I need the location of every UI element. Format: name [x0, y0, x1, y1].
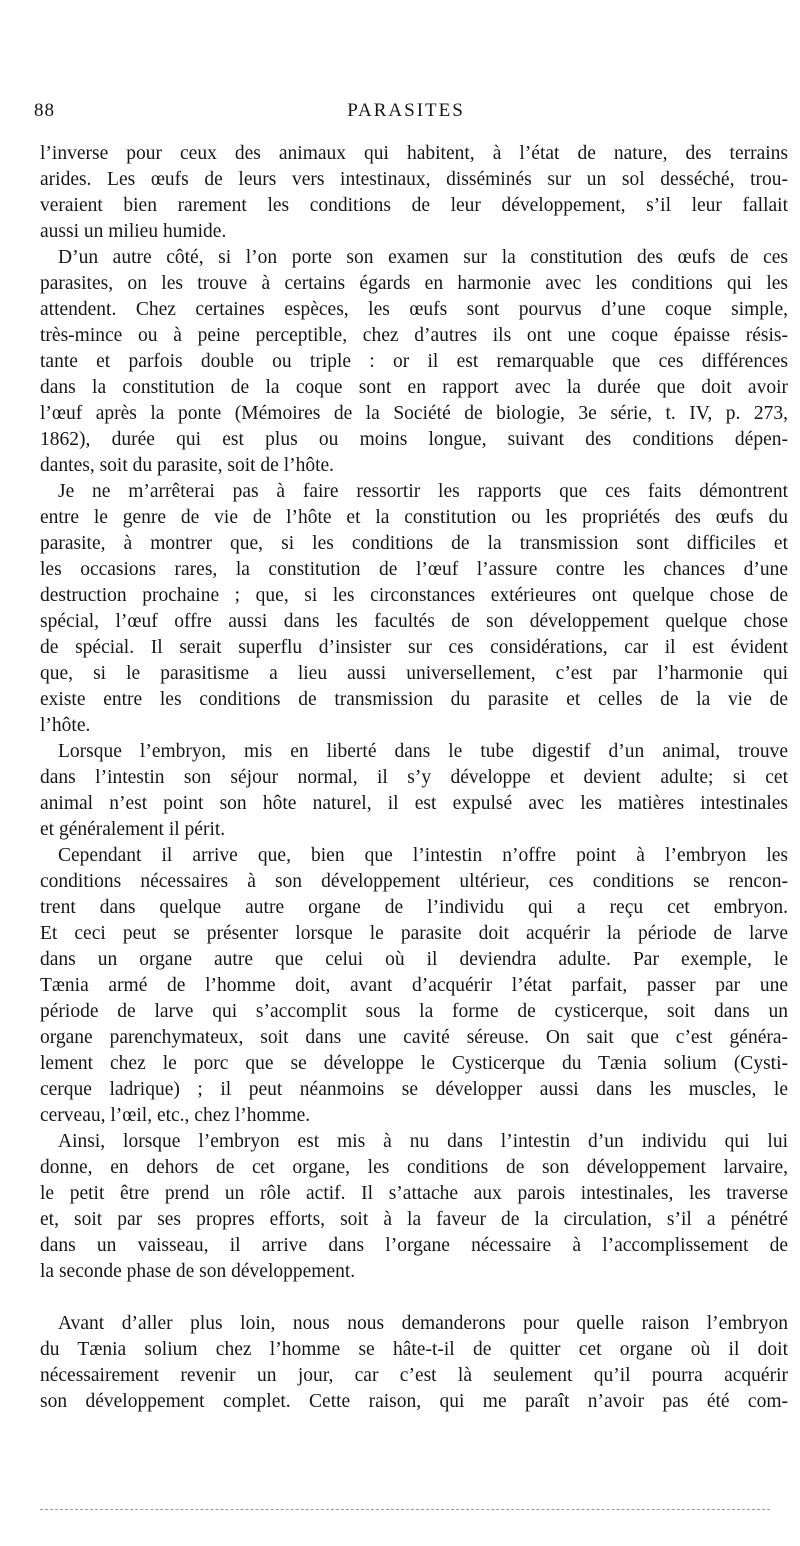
text-line: le petit être prend un rôle actif. Il s’attache aux parois intestinales, les traverse [40, 1183, 788, 1204]
text-line: son développement complet. Cette raison, qui me paraît n’avoir pas été com- [40, 1391, 788, 1412]
text-line: existe entre les conditions de transmission du parasite et celles de la vie de [40, 689, 788, 710]
page-number: 88 [34, 100, 55, 121]
text-line: Je ne m’arrêterai pas à faire ressortir les rapports que ces faits démontrent [58, 481, 788, 502]
text-line: l’hôte. [40, 715, 91, 736]
text-line: parasites, on les trouve à certains égards en harmonie avec les conditions qui les [40, 273, 788, 294]
text-line: période de larve qui s’accomplit sous la forme de cysticerque, soit dans un [40, 1001, 788, 1022]
text-line: dans un vaisseau, il arrive dans l’organe nécessaire à l’accomplissement de [40, 1235, 788, 1256]
text-line: Lorsque l’embryon, mis en liberté dans le tube digestif d’un animal, trouve [58, 741, 788, 762]
text-line: tante et parfois double ou triple : or il est remarquable que ces différences [40, 351, 788, 372]
text-line: nécessairement revenir un jour, car c’est là seulement qu’il pourra acquérir [40, 1365, 788, 1386]
text-line: arides. Les œufs de leurs vers intestinaux, disséminés sur un sol desséché, trou- [40, 169, 788, 190]
text-line: veraient bien rarement les conditions de leur développement, s’il leur fallait [40, 195, 788, 216]
text-line: animal n’est point son hôte naturel, il est expulsé avec les matières intestinales [40, 793, 788, 814]
text-line: entre le genre de vie de l’hôte et la constitution ou les propriétés des œufs du [40, 507, 788, 528]
text-line: les occasions rares, la constitution de l’œuf l’assure contre les chances d’une [40, 559, 788, 580]
text-line: Et ceci peut se présenter lorsque le parasite doit acquérir la période de larve [40, 923, 788, 944]
section-gap [40, 1285, 788, 1311]
running-title: PARASITES [347, 100, 465, 121]
text-line: la seconde phase de son développement. [40, 1261, 356, 1282]
text-line: et, soit par ses propres efforts, soit à la faveur de la circulation, s’il a pénétré [40, 1209, 788, 1230]
text-line: spécial, l’œuf offre aussi dans les facultés de son développement quelque chose [40, 611, 788, 632]
text-line: conditions nécessaires à son développement ultérieur, ces conditions se rencon- [40, 871, 788, 892]
text-line: attendent. Chez certaines espèces, les œufs sont pourvus d’une coque simple, [40, 299, 788, 320]
text-line: lement chez le porc que se développe le Cysticerque du Tænia solium (Cysti- [40, 1053, 788, 1074]
text-line: l’œuf après la ponte (Mémoires de la Société de biologie, 3e série, t. IV, p. 273, [40, 403, 788, 424]
footer-rule [40, 1509, 770, 1510]
text-line: trent dans quelque autre organe de l’individu qui a reçu cet embryon. [40, 897, 788, 918]
text-line: D’un autre côté, si l’on porte son examen sur la constitution des œufs de ces [58, 247, 788, 268]
text-line: l’inverse pour ceux des animaux qui habitent, à l’état de nature, des terrains [40, 143, 788, 164]
text-line: cerveau, l’œil, etc., chez l’homme. [40, 1105, 311, 1126]
paragraph [40, 739, 788, 843]
text-line: du Tænia solium chez l’homme se hâte-t-il de quitter cet organe où il doit [40, 1339, 788, 1360]
running-head [34, 100, 778, 126]
text-line: aussi un milieu humide. [40, 221, 227, 242]
text-line: très-mince ou à peine perceptible, chez d’autres ils ont une coque épaisse résis- [40, 325, 788, 346]
text-line: et généralement il périt. [40, 819, 226, 840]
text-line: dans la constitution de la coque sont en rapport avec la durée que doit avoir [40, 377, 788, 398]
paragraph [40, 245, 788, 479]
paragraph [40, 1129, 788, 1285]
text-line: organe parenchymateux, soit dans une cavité séreuse. On sait que c’est généra- [40, 1027, 788, 1048]
paragraph [40, 1311, 788, 1415]
text-line: Ainsi, lorsque l’embryon est mis à nu dans l’intestin d’un individu qui lui [58, 1131, 788, 1152]
text-line: dans l’intestin son séjour normal, il s’y développe et devient adulte; si cet [40, 767, 788, 788]
text-line: que, si le parasitisme a lieu aussi universellement, c’est par l’harmonie qui [40, 663, 788, 684]
paragraph [40, 141, 788, 245]
text-line: donne, en dehors de cet organe, les conditions de son développement larvaire, [40, 1157, 788, 1178]
text-line: de spécial. Il serait superflu d’insister sur ces considérations, car il est évident [40, 637, 788, 658]
text-line: cerque ladrique) ; il peut néanmoins se développer aussi dans les muscles, le [40, 1079, 788, 1100]
text-line: Tænia armé de l’homme doit, avant d’acquérir l’état parfait, passer par une [40, 975, 788, 996]
text-line: dans un organe autre que celui où il deviendra adulte. Par exemple, le [40, 949, 788, 970]
text-line: Cependant il arrive que, bien que l’intestin n’offre point à l’embryon les [58, 845, 788, 866]
text-line: dantes, soit du parasite, soit de l’hôte. [40, 455, 335, 476]
text-line: parasite, à montrer que, si les conditions de la transmission sont difficiles et [40, 533, 788, 554]
paragraph [40, 479, 788, 739]
text-line: Avant d’aller plus loin, nous nous demanderons pour quelle raison l’embryon [58, 1313, 788, 1334]
text-line: 1862), durée qui est plus ou moins longue, suivant des conditions dépen- [40, 429, 788, 450]
body-text [40, 141, 788, 1415]
text-line: destruction prochaine ; que, si les circonstances extérieures ont quelque chose de [40, 585, 788, 606]
paragraph [40, 843, 788, 1129]
